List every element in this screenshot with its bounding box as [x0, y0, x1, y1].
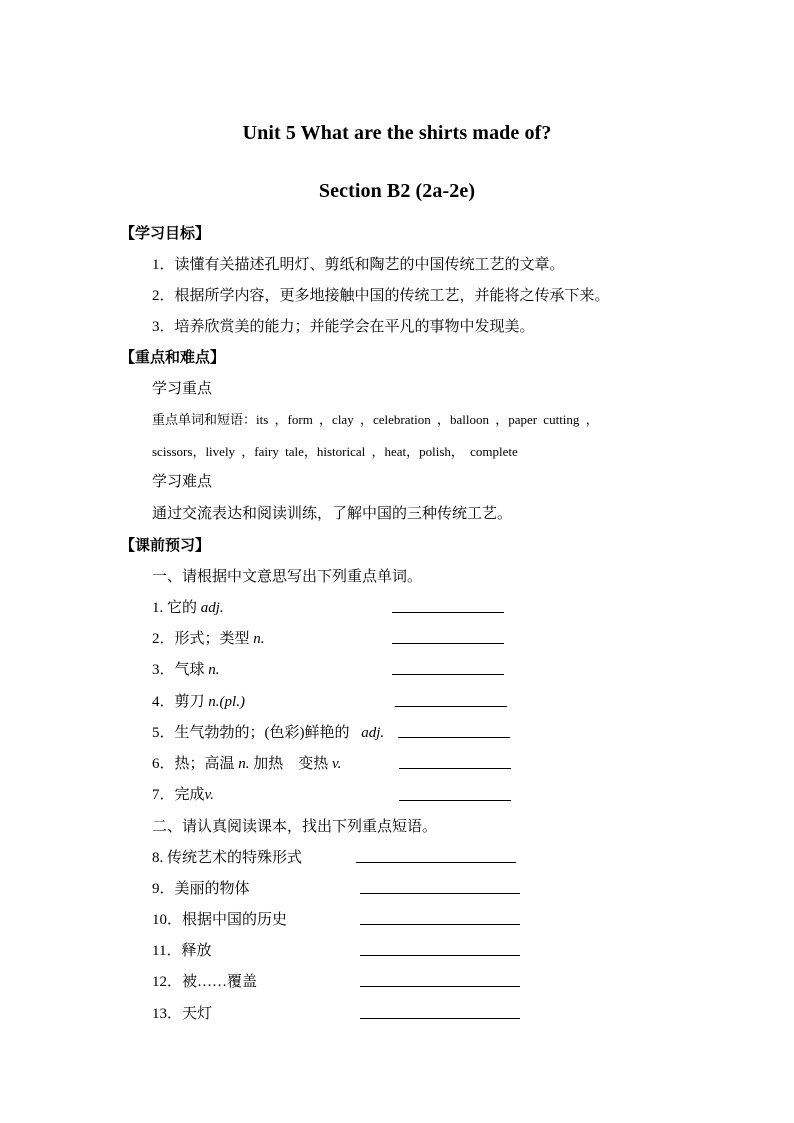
- word-item-1: [152, 596, 224, 617]
- answer-blank[interactable]: [360, 955, 520, 956]
- item-extra-pos: v.: [332, 756, 342, 772]
- word-item-5: [152, 721, 384, 742]
- item-number: 5．: [152, 725, 175, 741]
- answer-blank[interactable]: [360, 1018, 520, 1019]
- item-pos: n.: [238, 756, 250, 772]
- focus-label: 学习重点: [152, 381, 213, 397]
- item-chinese: 剪刀: [174, 694, 205, 710]
- phrase-item-13: 13．天灯: [152, 1006, 213, 1022]
- phrase-item-12: 12．被……覆盖: [152, 974, 258, 990]
- part1-instruction: 一、请根据中文意思写出下列重点单词。: [152, 569, 423, 585]
- difficulty-label: 学习难点: [152, 474, 213, 490]
- item-number: 7．: [152, 787, 175, 803]
- item-pos: n.(pl.): [208, 694, 245, 710]
- answer-blank[interactable]: [360, 986, 520, 987]
- item-pos: n.: [208, 662, 220, 678]
- item-chinese: 气球: [174, 662, 205, 678]
- difficulty-text: 通过交流表达和阅读训练，了解中国的三种传统工艺。: [152, 506, 513, 522]
- item-pos: adj.: [200, 600, 224, 616]
- item-chinese: 生气勃勃的；(色彩)鲜艳的: [174, 725, 350, 741]
- phrase-item-11: 11．释放: [152, 943, 212, 959]
- phrase-item-10: 10．根据中国的历史: [152, 912, 288, 928]
- word-item-2: [152, 627, 265, 648]
- item-chinese: 完成: [174, 787, 205, 803]
- preview-heading: 【课前预习】: [120, 538, 211, 554]
- answer-blank[interactable]: [392, 643, 504, 644]
- answer-blank[interactable]: [360, 893, 520, 894]
- item-chinese: 热；高温: [174, 756, 235, 772]
- answer-blank[interactable]: [398, 737, 510, 738]
- item-number: 1.: [152, 600, 164, 616]
- item-number: 2．: [152, 631, 175, 647]
- answer-blank[interactable]: [360, 924, 520, 925]
- item-chinese: 形式；类型: [174, 631, 250, 647]
- section-subtitle: Section B2 (2a-2e): [318, 180, 476, 202]
- answer-blank[interactable]: [392, 674, 504, 675]
- goals-heading: 【学习目标】: [120, 226, 211, 242]
- page-title: Unit 5 What are the shirts made of?: [242, 122, 552, 144]
- item-pos: adj.: [361, 725, 385, 741]
- word-item-6: [152, 752, 341, 773]
- item-pos: n.: [253, 631, 265, 647]
- answer-blank[interactable]: [395, 706, 507, 707]
- word-item-7: [152, 783, 214, 804]
- item-pos: v.: [204, 787, 214, 803]
- vocab-line: [152, 409, 599, 429]
- item-number: 4．: [152, 694, 175, 710]
- part2-instruction: 二、请认真阅读课本，找出下列重点短语。: [152, 819, 438, 835]
- word-item-4: [152, 690, 245, 711]
- goal-item: 1．读懂有关描述孔明灯、剪纸和陶艺的中国传统工艺的文章。: [152, 257, 565, 273]
- phrase-item-8: 8. 传统艺术的特殊形式: [152, 850, 303, 866]
- phrase-item-9: 9．美丽的物体: [152, 881, 250, 897]
- vocab-line-2: scissors，lively ，fairy tale，historical ，heat，polish， complete: [152, 444, 518, 459]
- answer-blank[interactable]: [399, 768, 511, 769]
- item-number: 6．: [152, 756, 175, 772]
- goal-item: 3．培养欣赏美的能力；并能学会在平凡的事物中发现美。: [152, 319, 535, 335]
- word-item-3: [152, 658, 220, 679]
- answer-blank[interactable]: [356, 862, 516, 863]
- item-extra: 加热 变热: [253, 756, 329, 772]
- item-number: 3．: [152, 662, 175, 678]
- goal-item: 2．根据所学内容，更多地接触中国的传统工艺，并能将之传承下来。: [152, 288, 610, 304]
- key-points-heading: 【重点和难点】: [120, 350, 226, 366]
- vocab-text: 重点单词和短语：its ，form ，clay ，celebration ，balloon ，paper cutting ，: [152, 412, 599, 427]
- answer-blank[interactable]: [392, 612, 504, 613]
- answer-blank[interactable]: [399, 800, 511, 801]
- item-chinese: 它的: [167, 600, 198, 616]
